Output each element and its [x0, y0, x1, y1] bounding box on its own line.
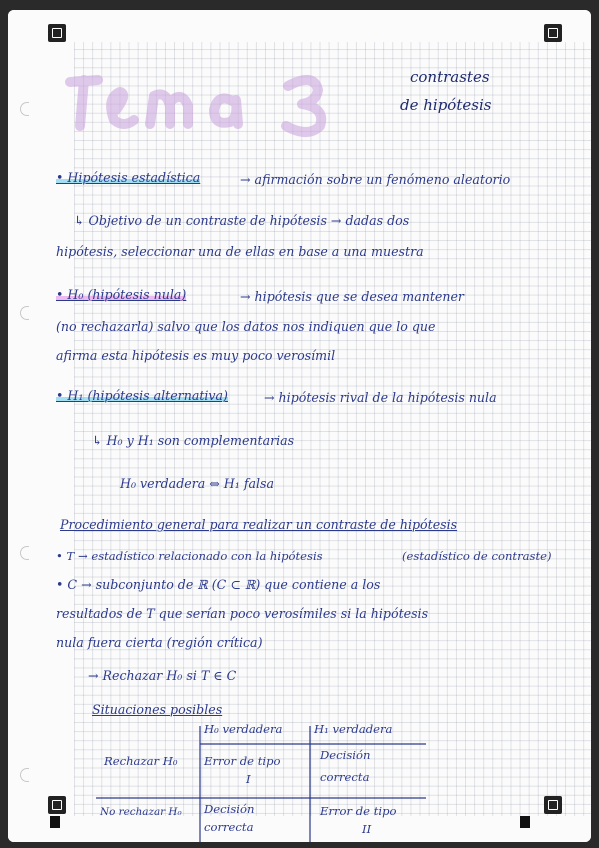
note-text: afirma esta hipótesis es muy poco verosímil [56, 348, 336, 363]
ring-hole [20, 306, 29, 320]
table-cell: Decisión [204, 802, 255, 816]
table-row-label: Rechazar H₀ [104, 754, 178, 768]
note-text: → Rechazar H₀ si T ∈ C [88, 668, 237, 683]
note-text: (estadístico de contraste) [402, 549, 552, 563]
note-text: • T → estadístico relacionado con la hipótesis [56, 549, 323, 563]
term-hipotesis-estadistica: • Hipótesis estadística [56, 170, 201, 185]
corner-marker-icon [544, 796, 562, 814]
top-margin [8, 10, 591, 42]
note-text: • C → subconjunto de ℝ (C ⊂ ℝ) que contiene a los [56, 577, 381, 592]
corner-marker-icon [48, 24, 66, 42]
table-cell: correcta [320, 770, 370, 784]
table-header-h1: H₁ verdadera [314, 722, 393, 736]
note-text: ↳ H₀ y H₁ son complementarias [92, 433, 295, 448]
definition-text: → afirmación sobre un fenómeno aleatorio [240, 172, 511, 187]
table-cell: Error de tipo [320, 804, 397, 818]
ring-hole [20, 768, 29, 782]
ring-hole [20, 546, 29, 560]
note-text: (no rechazarla) salvo que los datos nos indiquen que lo que [56, 319, 436, 334]
page-title-line1: contrastes [410, 68, 490, 86]
page-title-line2: de hipótesis [400, 96, 492, 114]
table-cell: II [362, 822, 372, 836]
term-hipotesis-nula: • H₀ (hipótesis nula) [56, 287, 187, 302]
timing-mark-icon [50, 816, 60, 828]
note-text: hipótesis, seleccionar una de ellas en base a una muestra [56, 244, 424, 259]
notebook-page [8, 10, 591, 842]
table-header-h0: H₀ verdadera [204, 722, 283, 736]
note-text: ↳ Objetivo de un contraste de hipótesis → dadas dos [74, 213, 410, 228]
corner-marker-icon [48, 796, 66, 814]
section-heading: Situaciones posibles [92, 702, 223, 717]
note-text: H₀ verdadera ⇔ H₁ falsa [120, 476, 274, 491]
note-text: resultados de T que serían poco verosímiles si la hipótesis [56, 606, 429, 621]
decision-table-lines [96, 722, 426, 842]
corner-marker-icon [544, 24, 562, 42]
section-heading: Procedimiento general para realizar un contraste de hipótesis [60, 517, 458, 532]
table-cell: Decisión [320, 748, 371, 762]
definition-text: → hipótesis que se desea mantener [240, 289, 464, 304]
note-text: nula fuera cierta (región crítica) [56, 635, 263, 650]
definition-text: → hipótesis rival de la hipótesis nula [264, 390, 497, 405]
table-cell: Error de tipo [204, 754, 281, 768]
table-cell: correcta [204, 820, 254, 834]
ring-hole [20, 102, 29, 116]
term-hipotesis-alternativa: • H₁ (hipótesis alternativa) [56, 388, 228, 403]
table-cell: I [246, 772, 251, 786]
timing-mark-icon [520, 816, 530, 828]
table-row-label: No rechazar H₀ [100, 806, 182, 818]
